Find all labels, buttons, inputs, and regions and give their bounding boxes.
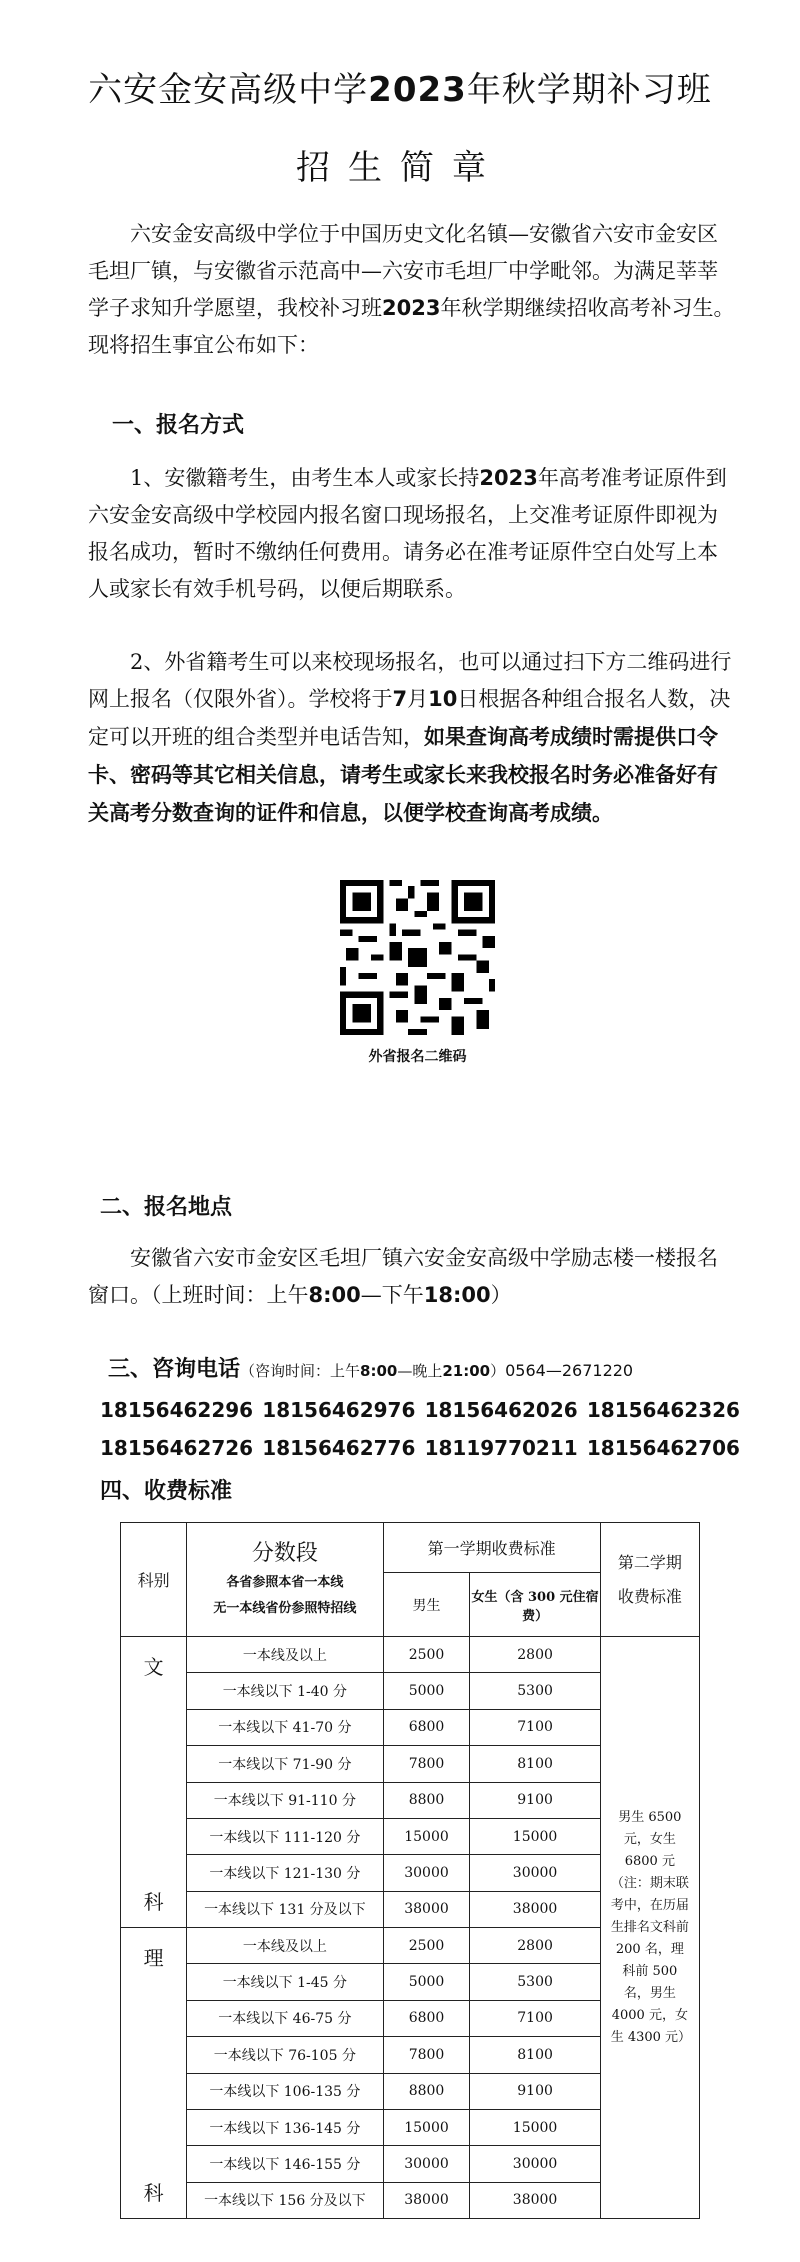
section-heading-registration-location: 二、报名地点 xyxy=(100,1194,233,1220)
consult-line xyxy=(108,1352,633,1383)
fee-range-cell: 一本线以下 136-145 分 xyxy=(187,2109,383,2145)
fee-female-cell: 2800 xyxy=(470,1928,600,1964)
fee-male-cell: 2500 xyxy=(383,1637,470,1673)
header-female: 女生（含 300 元住宿费） xyxy=(470,1573,600,1637)
phone-row xyxy=(100,1398,740,1436)
fee-range-cell: 一本线以下 1-45 分 xyxy=(187,1964,383,2000)
term2-fee-note: 男生 6500 元，女生 6800 元（注：期末联考中，在历届生排名文科前 200 名，理科前 500 名，男生 4000 元，女生 4300 元） xyxy=(600,1637,699,2219)
sci-subject-cell: 理 科 xyxy=(121,1928,187,2219)
fee-male-cell: 30000 xyxy=(383,2146,470,2182)
fee-range-cell: 一本线以下 76-105 分 xyxy=(187,2037,383,2073)
fee-female-cell: 5300 xyxy=(470,1964,600,2000)
phone-number[interactable]: 18156462776 xyxy=(262,1436,416,1460)
fee-male-cell: 8800 xyxy=(383,1782,470,1818)
fee-female-cell: 9100 xyxy=(470,2073,600,2109)
fee-male-cell: 15000 xyxy=(383,2109,470,2145)
fee-range-cell: 一本线以下 131 分及以下 xyxy=(187,1891,383,1927)
registration-item-2: 2、外省籍考生可以来校现场报名，也可以通过扫下方二维码进行网上报名（仅限外省）。学校将于7月10日根据各种组合报名人数，决定可以开班的组合类型并电话告知，如果查询高考成绩时需提供口令卡、密码等其它相关信息，请考生或家长来我校报名时务必准备好有关高考分数查询的证件和信息，以便学校查询高考成绩。 xyxy=(88,650,732,825)
fee-female-cell: 7100 xyxy=(470,1709,600,1745)
phone-number[interactable]: 18156462706 xyxy=(586,1436,740,1460)
header-term1: 第一学期收费标准 xyxy=(383,1523,600,1573)
fee-male-cell: 15000 xyxy=(383,1818,470,1854)
fee-male-cell: 30000 xyxy=(383,1855,470,1891)
phone-number[interactable]: 18156462296 xyxy=(100,1398,254,1422)
fee-female-cell: 8100 xyxy=(470,1746,600,1782)
fee-range-cell: 一本线以下 91-110 分 xyxy=(187,1782,383,1818)
header-score-range: 分数段 各省参照本省一本线 无一本线省份参照特招线 xyxy=(187,1523,383,1637)
phone-number[interactable]: 18119770211 xyxy=(424,1436,578,1460)
fee-male-cell: 6800 xyxy=(383,2000,470,2036)
fee-range-cell: 一本线及以上 xyxy=(187,1637,383,1673)
fee-range-cell: 一本线以下 71-90 分 xyxy=(187,1746,383,1782)
page-title: 六安金安高级中学2023年秋学期补习班 xyxy=(88,70,712,110)
page-subtitle: 招生简章 xyxy=(296,148,504,188)
fee-male-cell: 5000 xyxy=(383,1673,470,1709)
landline-number: 0564—2671220 xyxy=(505,1361,634,1380)
consult-hours: （咨询时间：上午8:00—晚上21:00） xyxy=(240,1362,506,1380)
fee-male-cell: 7800 xyxy=(383,2037,470,2073)
fee-range-cell: 一本线以下 41-70 分 xyxy=(187,1709,383,1745)
fee-range-cell: 一本线以下 146-155 分 xyxy=(187,2146,383,2182)
fee-range-cell: 一本线以下 46-75 分 xyxy=(187,2000,383,2036)
phone-number[interactable]: 18156462326 xyxy=(586,1398,740,1422)
fee-female-cell: 30000 xyxy=(470,1855,600,1891)
fee-female-cell: 38000 xyxy=(470,1891,600,1927)
phone-number-list xyxy=(100,1398,740,1474)
fee-male-cell: 2500 xyxy=(383,1928,470,1964)
registration-item-1: 1、安徽籍考生，由考生本人或家长持2023年高考准考证原件到六安金安高级中学校园内报名窗口现场报名，上交准考证原件即视为报名成功，暂时不缴纳任何费用。请务必在准考证原件空白处写上本人或家长有效手机号码，以便后期联系。 xyxy=(88,466,727,601)
fee-female-cell: 15000 xyxy=(470,1818,600,1854)
fee-female-cell: 8100 xyxy=(470,2037,600,2073)
phone-number[interactable]: 18156462026 xyxy=(424,1398,578,1422)
fee-female-cell: 15000 xyxy=(470,2109,600,2145)
fee-female-cell: 5300 xyxy=(470,1673,600,1709)
fee-range-cell: 一本线以下 106-135 分 xyxy=(187,2073,383,2109)
fee-table xyxy=(120,1522,700,2219)
header-male: 男生 xyxy=(383,1573,470,1637)
fee-female-cell: 30000 xyxy=(470,2146,600,2182)
fee-male-cell: 7800 xyxy=(383,1746,470,1782)
fee-female-cell: 38000 xyxy=(470,2182,600,2218)
fee-male-cell: 5000 xyxy=(383,1964,470,2000)
fee-female-cell: 2800 xyxy=(470,1637,600,1673)
fee-male-cell: 38000 xyxy=(383,2182,470,2218)
registration-qr-code[interactable] xyxy=(340,880,495,1035)
section-heading-consult-phone: 三、咨询电话 xyxy=(108,1356,241,1382)
fee-male-cell: 6800 xyxy=(383,1709,470,1745)
fee-range-cell: 一本线以下 121-130 分 xyxy=(187,1855,383,1891)
phone-number[interactable]: 18156462726 xyxy=(100,1436,254,1460)
fee-range-cell: 一本线及以上 xyxy=(187,1928,383,1964)
qr-code-caption: 外省报名二维码 xyxy=(368,1049,467,1065)
header-subject: 科别 xyxy=(121,1523,187,1637)
fee-male-cell: 38000 xyxy=(383,1891,470,1927)
fee-range-cell: 一本线以下 111-120 分 xyxy=(187,1818,383,1854)
fee-female-cell: 7100 xyxy=(470,2000,600,2036)
header-term2: 第二学期 收费标准 xyxy=(600,1523,699,1637)
fee-range-cell: 一本线以下 1-40 分 xyxy=(187,1673,383,1709)
phone-row xyxy=(100,1436,740,1474)
fee-range-cell: 一本线以下 156 分及以下 xyxy=(187,2182,383,2218)
section-heading-fee-standard: 四、收费标准 xyxy=(100,1478,233,1504)
table-row xyxy=(121,1637,700,1673)
fee-male-cell: 8800 xyxy=(383,2073,470,2109)
section-heading-registration-method: 一、报名方式 xyxy=(112,412,245,438)
phone-number[interactable]: 18156462976 xyxy=(262,1398,416,1422)
fee-female-cell: 9100 xyxy=(470,1782,600,1818)
intro-paragraph: 六安金安高级中学位于中国历史文化名镇—安徽省六安市金安区毛坦厂镇，与安徽省示范高中—六安市毛坦厂中学毗邻。为满足莘莘学子求知升学愿望，我校补习班2023年秋学期继续招收高考补习生。现将招生事宜公布如下： xyxy=(88,222,735,357)
arts-subject-cell: 文 科 xyxy=(121,1637,187,1928)
registration-address: 安徽省六安市金安区毛坦厂镇六安金安高级中学励志楼一楼报名窗口。（上班时间：上午8:00—下午18:00） xyxy=(88,1246,718,1307)
